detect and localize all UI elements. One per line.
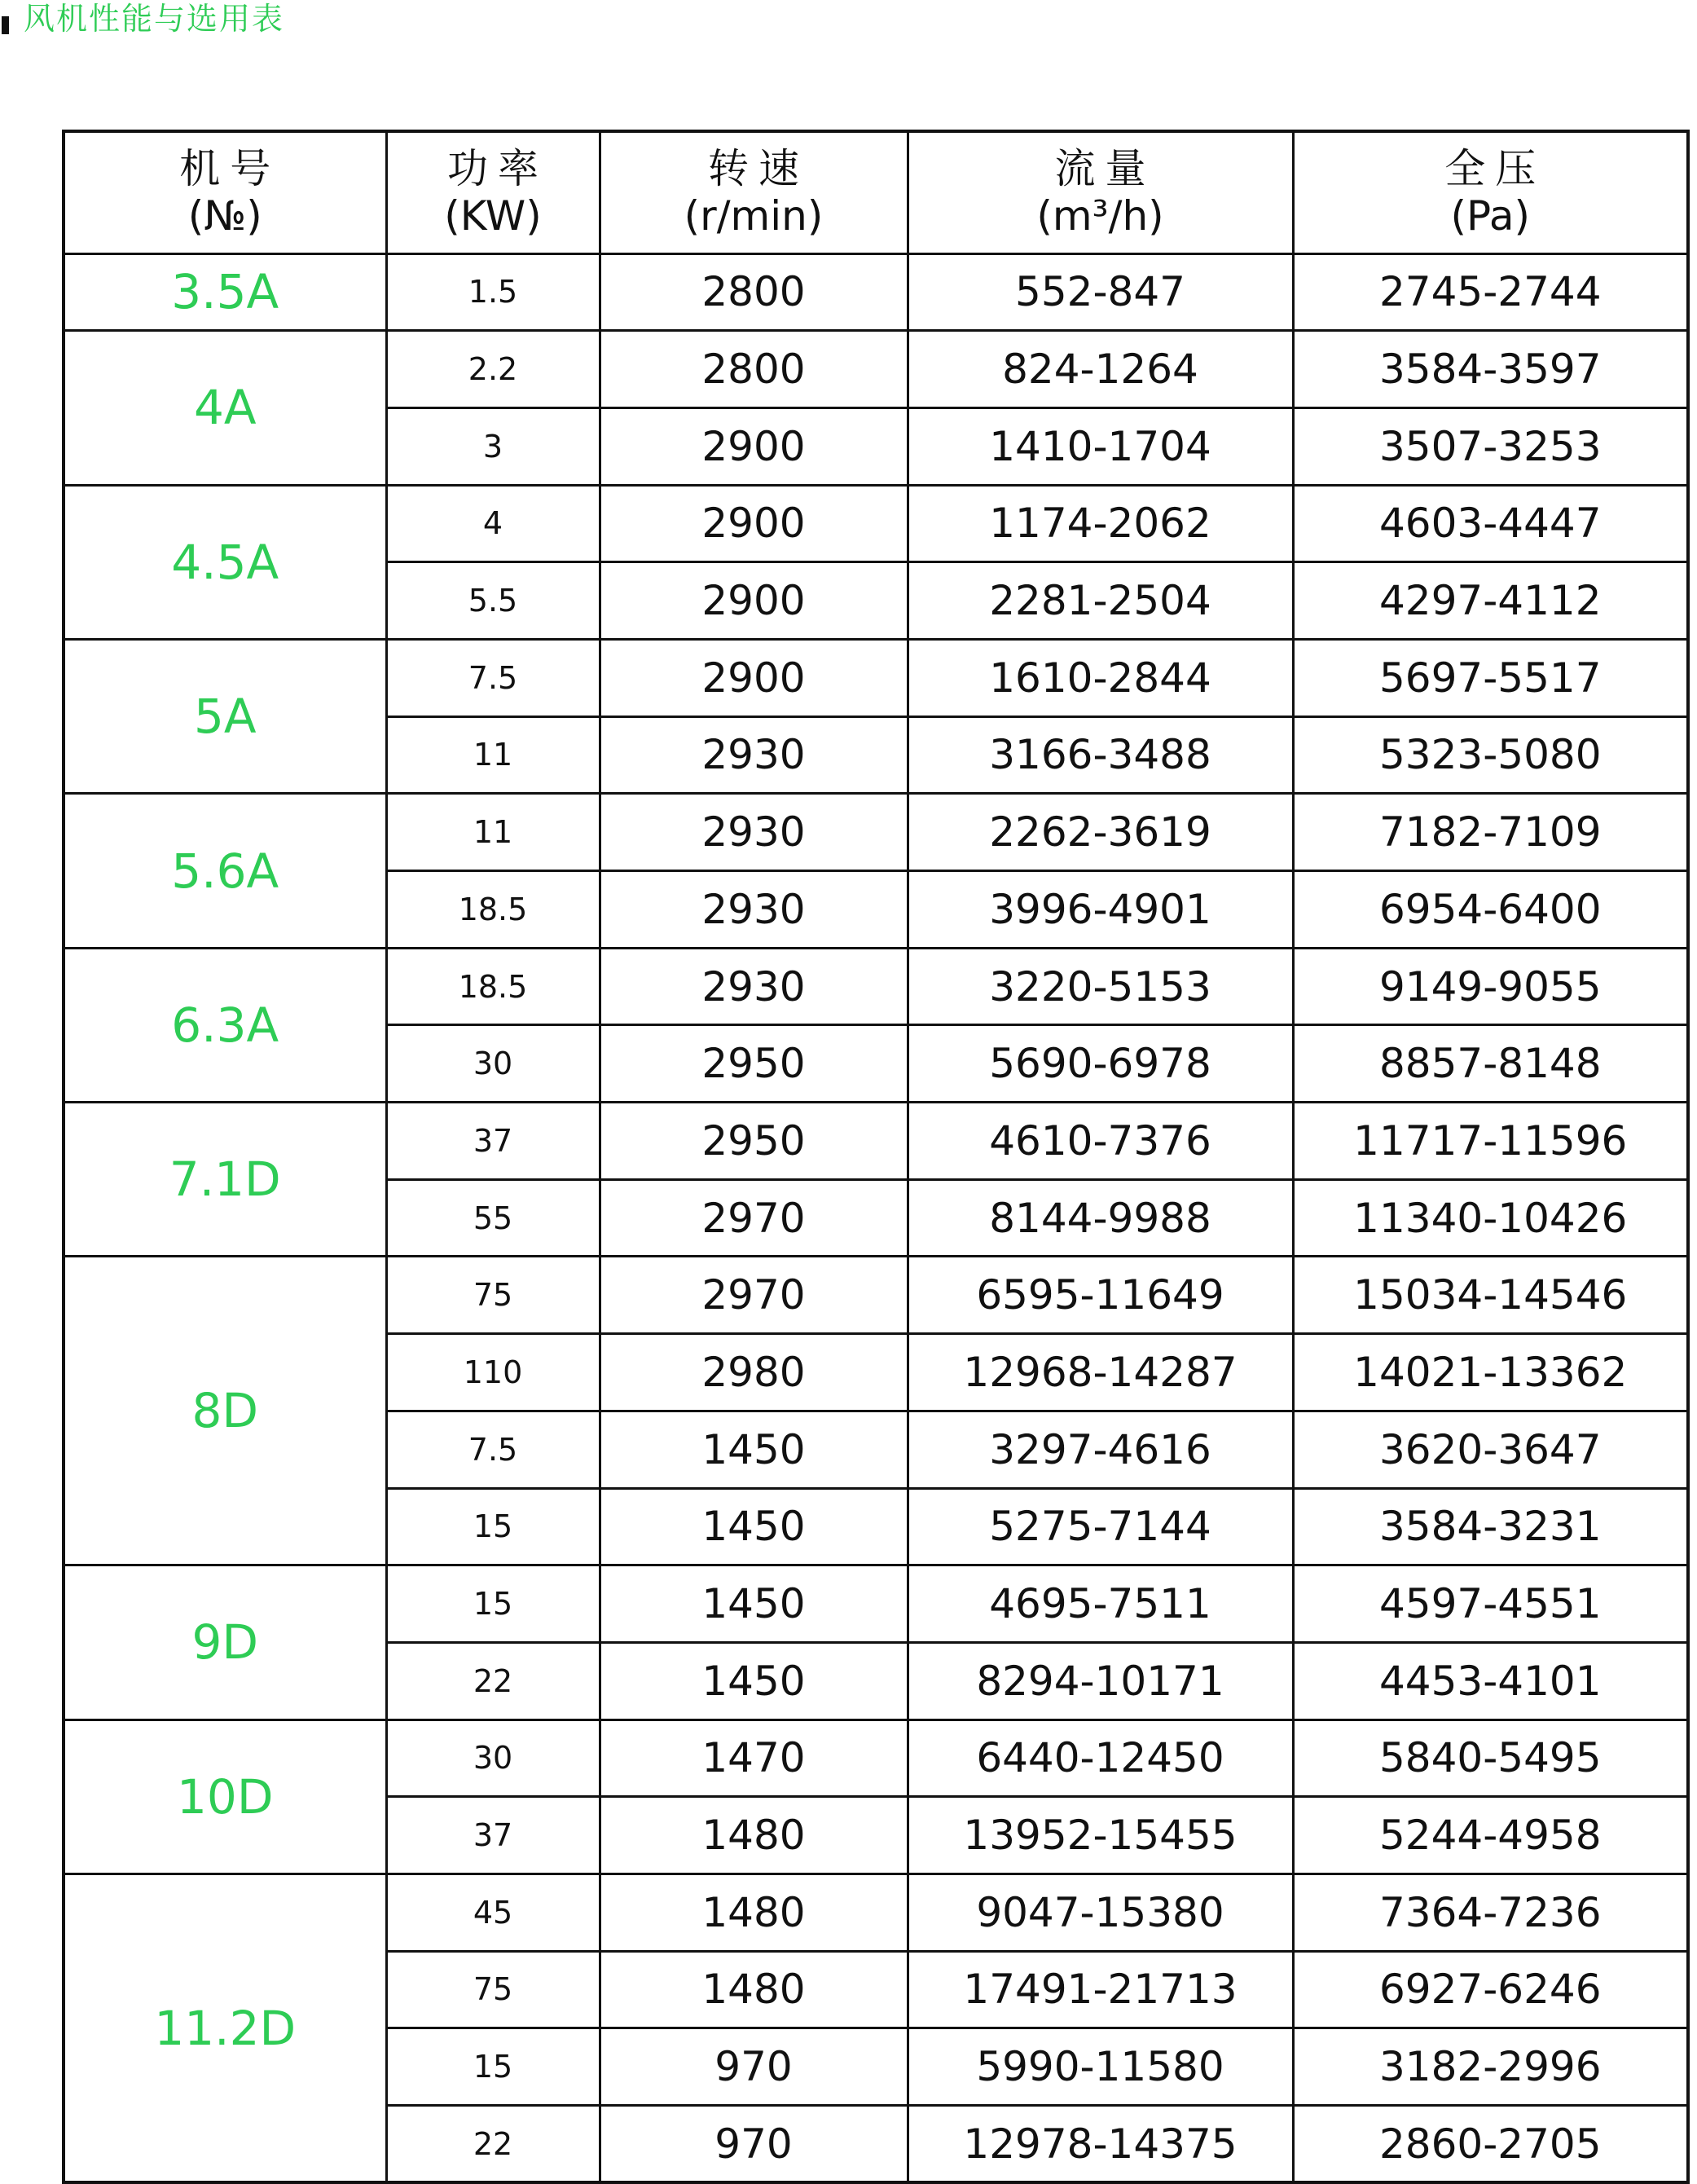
fan-performance-table <box>62 130 1690 2184</box>
pressure-cell: 9149-9055 <box>1293 948 1688 1025</box>
speed-cell: 2930 <box>600 794 908 871</box>
table-row <box>64 1103 1688 1180</box>
power-cell: 7.5 <box>386 1411 600 1488</box>
speed-cell: 2970 <box>600 1179 908 1257</box>
flow-cell: 6595-11649 <box>908 1257 1293 1334</box>
pressure-cell: 8857-8148 <box>1293 1025 1688 1103</box>
speed-cell: 2900 <box>600 562 908 640</box>
pressure-cell: 5323-5080 <box>1293 716 1688 794</box>
speed-cell: 1480 <box>600 1874 908 1951</box>
table-row <box>64 485 1688 562</box>
pressure-cell: 3584-3597 <box>1293 331 1688 408</box>
table-row <box>64 1565 1688 1643</box>
power-cell: 3 <box>386 407 600 485</box>
flow-cell: 8294-10171 <box>908 1642 1293 1719</box>
pressure-cell: 3182-2996 <box>1293 2028 1688 2106</box>
power-cell: 2.2 <box>386 331 600 408</box>
speed-cell: 2800 <box>600 331 908 408</box>
speed-cell: 2930 <box>600 716 908 794</box>
speed-cell: 1480 <box>600 1951 908 2028</box>
speed-cell: 1480 <box>600 1797 908 1874</box>
page-title-bar <box>0 0 284 37</box>
speed-cell: 2970 <box>600 1257 908 1334</box>
power-cell: 110 <box>386 1334 600 1411</box>
pressure-cell: 2860-2705 <box>1293 2106 1688 2183</box>
speed-cell: 2930 <box>600 948 908 1025</box>
flow-cell: 824-1264 <box>908 331 1293 408</box>
model-number-cell: 9D <box>64 1565 386 1719</box>
pressure-cell: 11340-10426 <box>1293 1179 1688 1257</box>
power-cell: 22 <box>386 2106 600 2183</box>
power-cell: 22 <box>386 1642 600 1719</box>
flow-cell: 5275-7144 <box>908 1488 1293 1565</box>
table-row <box>64 253 1688 331</box>
pressure-cell: 3584-3231 <box>1293 1488 1688 1565</box>
pressure-cell: 3620-3647 <box>1293 1411 1688 1488</box>
flow-cell: 1610-2844 <box>908 639 1293 716</box>
pressure-cell: 6954-6400 <box>1293 871 1688 949</box>
table-row <box>64 1719 1688 1797</box>
model-number-cell: 5.6A <box>64 794 386 948</box>
power-cell: 37 <box>386 1797 600 1874</box>
speed-cell: 1450 <box>600 1488 908 1565</box>
power-cell: 75 <box>386 1951 600 2028</box>
model-number-cell: 6.3A <box>64 948 386 1102</box>
flow-cell: 3996-4901 <box>908 871 1293 949</box>
power-cell: 1.5 <box>386 253 600 331</box>
flow-cell: 5990-11580 <box>908 2028 1293 2106</box>
header-model <box>64 131 386 253</box>
flow-cell: 6440-12450 <box>908 1719 1293 1797</box>
speed-cell: 1450 <box>600 1642 908 1719</box>
power-cell: 15 <box>386 1565 600 1643</box>
flow-cell: 3297-4616 <box>908 1411 1293 1488</box>
header-speed-unit: (r/min) <box>684 192 824 240</box>
pressure-cell: 5697-5517 <box>1293 639 1688 716</box>
power-cell: 15 <box>386 1488 600 1565</box>
flow-cell: 4610-7376 <box>908 1103 1293 1180</box>
speed-cell: 2950 <box>600 1103 908 1180</box>
model-number-cell: 3.5A <box>64 253 386 331</box>
model-number-cell: 10D <box>64 1719 386 1874</box>
power-cell: 55 <box>386 1179 600 1257</box>
speed-cell: 2900 <box>600 485 908 562</box>
header-pressure-name: 全压 <box>1444 145 1546 193</box>
model-number-cell: 4A <box>64 331 386 485</box>
header-speed <box>600 131 908 253</box>
pressure-cell: 7364-7236 <box>1293 1874 1688 1951</box>
model-number-cell: 5A <box>64 639 386 793</box>
speed-cell: 2930 <box>600 871 908 949</box>
flow-cell: 3166-3488 <box>908 716 1293 794</box>
flow-cell: 2262-3619 <box>908 794 1293 871</box>
pressure-cell: 14021-13362 <box>1293 1334 1688 1411</box>
pressure-cell: 4297-4112 <box>1293 562 1688 640</box>
speed-cell: 2950 <box>600 1025 908 1103</box>
power-cell: 18.5 <box>386 871 600 949</box>
header-flow-name: 流量 <box>1054 145 1156 193</box>
power-cell: 15 <box>386 2028 600 2106</box>
pressure-cell: 11717-11596 <box>1293 1103 1688 1180</box>
header-pressure <box>1293 131 1688 253</box>
flow-cell: 4695-7511 <box>908 1565 1293 1643</box>
pressure-cell: 5840-5495 <box>1293 1719 1688 1797</box>
table-row <box>64 639 1688 716</box>
flow-cell: 5690-6978 <box>908 1025 1293 1103</box>
flow-cell: 1174-2062 <box>908 485 1293 562</box>
pressure-cell: 5244-4958 <box>1293 1797 1688 1874</box>
power-cell: 4 <box>386 485 600 562</box>
header-row <box>64 131 1688 253</box>
pressure-cell: 3507-3253 <box>1293 407 1688 485</box>
pressure-cell: 2745-2744 <box>1293 253 1688 331</box>
table-body <box>64 253 1688 2182</box>
pressure-cell: 6927-6246 <box>1293 1951 1688 2028</box>
header-flow-unit: (m³/h) <box>1036 192 1164 240</box>
power-cell: 5.5 <box>386 562 600 640</box>
power-cell: 18.5 <box>386 948 600 1025</box>
pressure-cell: 4603-4447 <box>1293 485 1688 562</box>
power-cell: 11 <box>386 794 600 871</box>
flow-cell: 9047-15380 <box>908 1874 1293 1951</box>
power-cell: 11 <box>386 716 600 794</box>
table-row <box>64 331 1688 408</box>
header-power <box>386 131 600 253</box>
pressure-cell: 4597-4551 <box>1293 1565 1688 1643</box>
header-pressure-unit: (Pa) <box>1450 192 1531 240</box>
pressure-cell: 4453-4101 <box>1293 1642 1688 1719</box>
speed-cell: 2900 <box>600 639 908 716</box>
table-row <box>64 948 1688 1025</box>
header-speed-name: 转速 <box>708 145 809 193</box>
flow-cell: 3220-5153 <box>908 948 1293 1025</box>
title-marker-icon <box>2 16 9 34</box>
flow-cell: 17491-21713 <box>908 1951 1293 2028</box>
speed-cell: 2900 <box>600 407 908 485</box>
model-number-cell: 11.2D <box>64 1874 386 2182</box>
power-cell: 30 <box>386 1025 600 1103</box>
flow-cell: 12968-14287 <box>908 1334 1293 1411</box>
flow-cell: 13952-15455 <box>908 1797 1293 1874</box>
header-model-unit: (№) <box>187 192 262 240</box>
speed-cell: 2980 <box>600 1334 908 1411</box>
flow-cell: 8144-9988 <box>908 1179 1293 1257</box>
model-number-cell: 4.5A <box>64 485 386 639</box>
power-cell: 7.5 <box>386 639 600 716</box>
header-model-name: 机号 <box>179 145 281 193</box>
speed-cell: 1470 <box>600 1719 908 1797</box>
power-cell: 37 <box>386 1103 600 1180</box>
power-cell: 45 <box>386 1874 600 1951</box>
pressure-cell: 15034-14546 <box>1293 1257 1688 1334</box>
speed-cell: 2800 <box>600 253 908 331</box>
pressure-cell: 7182-7109 <box>1293 794 1688 871</box>
flow-cell: 12978-14375 <box>908 2106 1293 2183</box>
page-title: 风机性能与选用表 <box>24 1 285 37</box>
table-header <box>64 131 1688 253</box>
table-row <box>64 1257 1688 1334</box>
speed-cell: 970 <box>600 2106 908 2183</box>
flow-cell: 2281-2504 <box>908 562 1293 640</box>
speed-cell: 1450 <box>600 1565 908 1643</box>
power-cell: 75 <box>386 1257 600 1334</box>
header-flow <box>908 131 1293 253</box>
header-power-unit: (KW) <box>444 192 542 240</box>
speed-cell: 1450 <box>600 1411 908 1488</box>
header-power-name: 功率 <box>447 145 548 193</box>
table-row <box>64 794 1688 871</box>
flow-cell: 552-847 <box>908 253 1293 331</box>
power-cell: 30 <box>386 1719 600 1797</box>
table-row <box>64 1874 1688 1951</box>
model-number-cell: 7.1D <box>64 1103 386 1257</box>
flow-cell: 1410-1704 <box>908 407 1293 485</box>
speed-cell: 970 <box>600 2028 908 2106</box>
model-number-cell: 8D <box>64 1257 386 1565</box>
